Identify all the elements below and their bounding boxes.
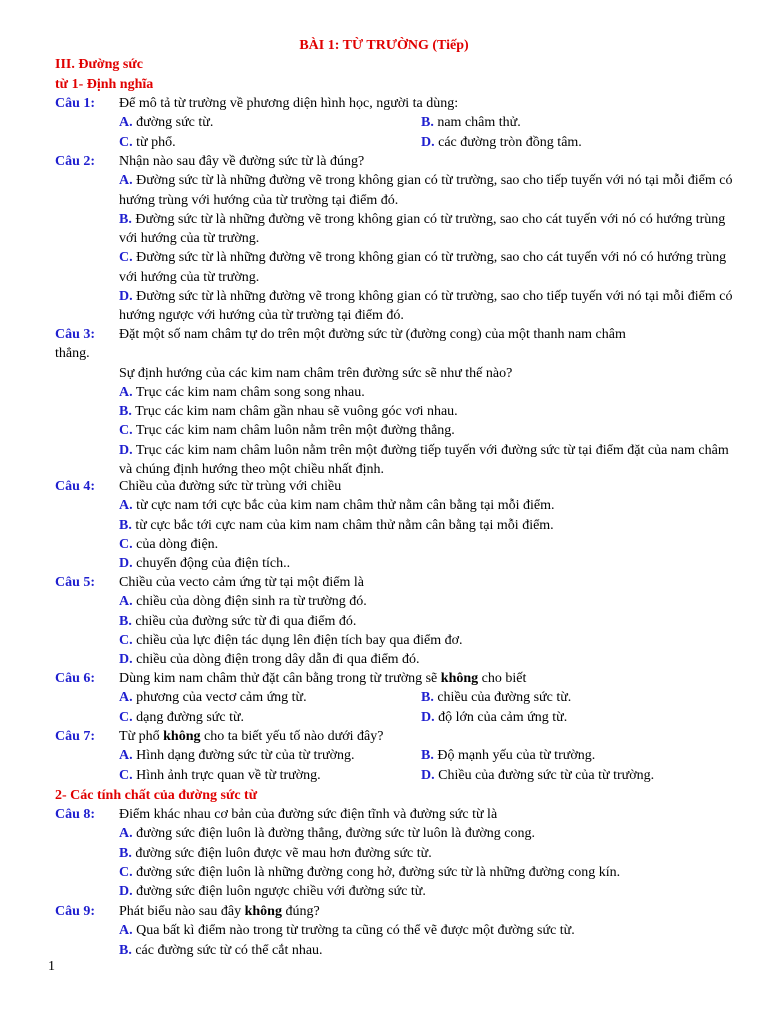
question-6 xyxy=(55,669,735,727)
option-c: đường sức điện luôn là những đường cong hở, đường sức từ là những đường cong kín. xyxy=(136,864,621,880)
option-b: chiều của đường sức từ đi qua điểm đó. xyxy=(135,613,357,629)
option-d: chuyển động của điện tích.. xyxy=(136,556,291,572)
option-b: đường sức điện luôn được vẽ mau hơn đường sức từ. xyxy=(135,845,432,861)
option-a: Qua bất kì điểm nào trong từ trường ta cũng có thể vẽ được một đường sức từ. xyxy=(136,923,575,939)
question-2 xyxy=(55,152,735,326)
question-number: Câu 1: xyxy=(55,96,96,111)
section-heading-2: 2- Các tính chất của đường sức từ xyxy=(55,788,258,803)
question-text: Dùng kim nam châm thử đặt cân bằng trong từ trường sẽ xyxy=(119,671,441,686)
option-letter: B. xyxy=(119,211,132,227)
option-c: dạng đường sức từ. xyxy=(136,709,245,725)
question-text: Phát biểu nào sau đây xyxy=(119,904,245,919)
question-text: Nhận nào sau đây về đường sức từ là đúng? xyxy=(119,154,365,169)
option-letter: D. xyxy=(421,767,435,783)
question-7 xyxy=(55,727,735,785)
question-5 xyxy=(55,573,735,669)
option-letter: C. xyxy=(119,767,133,783)
question-text-continued: thẳng. xyxy=(55,346,90,362)
option-a: đường sức điện luôn là đường thẳng, đường sức từ luôn là đường cong. xyxy=(136,826,535,842)
option-d: đường sức điện luôn ngược chiều với đường sức từ. xyxy=(136,884,426,900)
option-letter: B. xyxy=(119,942,132,958)
option-letter: A. xyxy=(119,923,133,939)
option-c: chiều của lực điện tác dụng lên điện tích bay qua điểm đơ. xyxy=(136,632,463,648)
question-text-end: cho biết xyxy=(478,671,527,686)
question-text: Chiều của vecto cảm ứng từ tại một điểm là xyxy=(119,575,364,590)
option-d: chiều của dòng điện trong dây dẫn đi qua điểm đó. xyxy=(136,652,420,668)
option-c: Hình ảnh trực quan về từ trường. xyxy=(136,767,321,783)
option-b: Đường sức từ là những đường vẽ trong không gian có từ trường, sao cho cát tuyến với nó có hướng trùng với hướng của từ trường. xyxy=(119,211,726,247)
question-number: Câu 4: xyxy=(55,479,96,494)
option-a: Trục các kim nam châm song song nhau. xyxy=(135,384,365,400)
option-b: nam châm thử. xyxy=(437,115,521,131)
option-b: các đường sức từ có thể cắt nhau. xyxy=(135,942,323,958)
option-letter: B. xyxy=(421,748,434,764)
question-text: Chiều của đường sức từ trùng với chiều xyxy=(119,479,342,494)
option-b: Trục các kim nam châm gần nhau sẽ vuông góc vơi nhau. xyxy=(135,404,458,420)
option-a: Hình dạng đường sức từ của từ trường. xyxy=(136,748,355,764)
option-letter: D. xyxy=(119,652,133,668)
question-number: Câu 2: xyxy=(55,154,96,169)
question-emphasis: không xyxy=(163,729,201,744)
option-letter: D. xyxy=(119,556,133,572)
page-number: 1 xyxy=(48,959,55,974)
option-letter: D. xyxy=(119,442,133,458)
question-number: Câu 3: xyxy=(55,327,96,342)
question-text-end: đúng? xyxy=(281,904,320,919)
option-letter: D. xyxy=(421,134,435,150)
question-text: Để mô tả từ trường về phương diện hình học, người ta dùng: xyxy=(119,96,459,111)
option-b: từ cực bắc tới cực nam của kim nam châm thử nằm cân bằng tại mỗi điểm. xyxy=(135,517,554,533)
question-3 xyxy=(55,325,735,479)
question-text: Điểm khác nhau cơ bản của đường sức điện tĩnh và đường sức từ là xyxy=(119,807,498,822)
option-letter: A. xyxy=(119,173,133,189)
section-heading: III. Đường sức xyxy=(55,57,143,72)
option-letter: B. xyxy=(119,845,132,861)
option-letter: B. xyxy=(421,690,434,706)
question-text: Từ phổ xyxy=(119,729,164,744)
option-d: Trục các kim nam châm luôn nằm trên một đường tiếp tuyến với đường sức từ tại điểm đặt của nam châm và chúng định hướng theo một chiều nhất định. xyxy=(119,442,729,478)
option-d: Chiều của đường sức từ của từ trường. xyxy=(438,767,655,783)
option-letter: A. xyxy=(119,594,133,610)
option-a: từ cực nam tới cực bắc của kim nam châm thử nằm cân bằng tại mỗi điểm. xyxy=(136,498,555,514)
option-letter: B. xyxy=(421,115,434,131)
option-letter: A. xyxy=(119,498,133,514)
question-number: Câu 8: xyxy=(55,807,96,822)
question-4 xyxy=(55,477,735,573)
option-letter: C. xyxy=(119,423,133,439)
option-a: Đường sức từ là những đường vẽ trong không gian có từ trường, sao cho tiếp tuyến với nó tại mỗi điểm có hướng trùng với hướng của từ trường tại điểm đó. xyxy=(119,173,733,208)
option-letter: B. xyxy=(119,517,132,533)
question-prompt: Sự định hướng của các kim nam châm trên đường sức sẽ như thế nào? xyxy=(119,365,513,381)
page-title: BÀI 1: TỪ TRƯỜNG (Tiếp) xyxy=(299,38,469,53)
option-c: Đường sức từ là những đường vẽ trong không gian có từ trường, sao cho cát tuyến với nó có hướng trùng với hướng của từ trường. xyxy=(119,250,727,285)
option-letter: C. xyxy=(119,250,133,266)
option-a: phương của vectơ cảm ứng từ. xyxy=(136,690,307,706)
option-a: chiều của dòng điện sinh ra từ trường đó. xyxy=(136,594,367,610)
question-number: Câu 5: xyxy=(55,575,96,590)
option-b: Độ mạnh yếu của từ trường. xyxy=(437,748,596,764)
option-c: Trục các kim nam châm luôn nằm trên một đường thẳng. xyxy=(135,423,455,439)
option-letter: C. xyxy=(119,536,133,552)
question-text-end: cho ta biết yếu tố nào dưới đây? xyxy=(200,729,384,744)
option-letter: D. xyxy=(119,289,133,305)
question-emphasis: không xyxy=(440,671,479,686)
option-letter: A. xyxy=(119,826,133,842)
option-d: Đường sức từ là những đường vẽ trong không gian có từ trường, sao cho tiếp tuyến với nó tại mỗi điểm có hướng ngược với hướng của từ trường tại điểm đó. xyxy=(119,289,733,324)
question-1 xyxy=(55,94,735,152)
option-b: chiều của đường sức từ. xyxy=(437,690,572,706)
option-letter: A. xyxy=(119,690,133,706)
option-d: độ lớn của cảm ứng từ. xyxy=(438,709,568,725)
option-c: từ phổ. xyxy=(136,134,176,150)
option-letter: C. xyxy=(119,134,133,150)
question-emphasis: không xyxy=(244,904,282,919)
option-letter: B. xyxy=(119,404,132,420)
option-c: của dòng điện. xyxy=(136,536,219,552)
section-subheading: từ 1- Định nghĩa xyxy=(55,77,154,92)
option-letter: A. xyxy=(119,115,133,131)
option-d: các đường tròn đồng tâm. xyxy=(438,134,582,150)
question-number: Câu 7: xyxy=(55,729,96,744)
question-text: Đặt một số nam châm tự do trên một đường sức từ (đường cong) của một thanh nam châm xyxy=(119,327,626,342)
option-a: đường sức từ. xyxy=(136,115,214,131)
option-letter: A. xyxy=(119,384,133,400)
question-8 xyxy=(55,805,735,901)
question-number: Câu 9: xyxy=(55,904,96,919)
option-letter: C. xyxy=(119,864,133,880)
option-letter: C. xyxy=(119,632,133,648)
question-9 xyxy=(55,902,735,960)
question-number: Câu 6: xyxy=(55,671,96,686)
option-letter: B. xyxy=(119,613,132,629)
option-letter: D. xyxy=(119,884,133,900)
option-letter: C. xyxy=(119,709,133,725)
option-letter: D. xyxy=(421,709,435,725)
option-letter: A. xyxy=(119,748,133,764)
